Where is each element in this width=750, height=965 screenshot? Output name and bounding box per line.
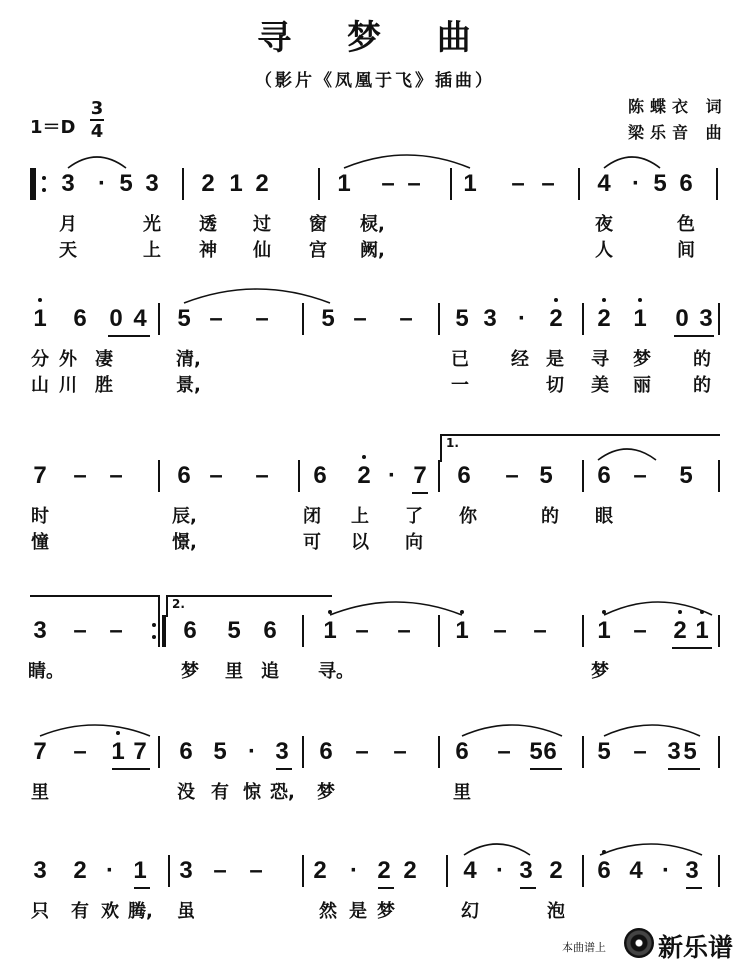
- note: –: [353, 305, 367, 332]
- note: 1: [463, 170, 477, 197]
- note: 3: [61, 170, 75, 197]
- lyric-verse1: 棂,: [360, 214, 385, 235]
- underline-beam: [668, 768, 700, 770]
- bar-line: [158, 460, 160, 492]
- note: 6: [679, 170, 693, 197]
- lyric-verse2: 胜: [95, 375, 113, 396]
- bar-line: [718, 855, 720, 887]
- note: 6: [319, 738, 333, 765]
- note: –: [633, 462, 647, 489]
- score-row-1: [0, 170, 750, 275]
- note: ·: [106, 857, 114, 884]
- lyric-verse2: 憧: [31, 532, 49, 553]
- bar-line: [158, 303, 160, 335]
- underline-beam: [672, 647, 712, 649]
- lyric-verse1: 过: [253, 214, 271, 235]
- lyric-verse2: 以: [351, 532, 369, 553]
- note: –: [399, 305, 413, 332]
- bar-line: [716, 168, 718, 200]
- note: 2: [673, 617, 687, 644]
- lyric-verse1: 清,: [176, 349, 201, 370]
- slur: [68, 146, 126, 176]
- slur: [40, 714, 150, 744]
- time-signature-bottom: 4: [90, 121, 104, 142]
- note: 0: [109, 305, 123, 332]
- octave-dot: [602, 298, 606, 302]
- key-signature: 1＝D: [30, 117, 76, 138]
- lyric-verse1: 闭: [303, 506, 321, 527]
- note: ·: [632, 170, 640, 197]
- composer-credit: 梁乐音 曲: [628, 123, 728, 142]
- repeat-dot: [42, 176, 46, 180]
- slur: [604, 593, 712, 623]
- bar-line: [582, 615, 584, 647]
- note: 5: [529, 738, 543, 765]
- bar-line: [158, 615, 160, 647]
- underline-beam: [674, 335, 714, 337]
- note: 6: [183, 617, 197, 644]
- repeat-end-bar: [162, 615, 166, 647]
- note: 6: [597, 462, 611, 489]
- underline-beam: [134, 887, 150, 889]
- note: –: [255, 305, 269, 332]
- note: ·: [98, 170, 106, 197]
- note: –: [73, 462, 87, 489]
- note: ·: [350, 857, 358, 884]
- bar-line: [302, 736, 304, 768]
- lyric-verse1: 梦: [377, 901, 395, 922]
- note: –: [407, 170, 421, 197]
- note: –: [633, 738, 647, 765]
- octave-dot: [362, 455, 366, 459]
- note: 7: [33, 738, 47, 765]
- lyric-verse1: 睛。: [28, 661, 64, 682]
- note: 6: [177, 462, 191, 489]
- lyric-verse1: 里: [31, 782, 49, 803]
- underline-beam: [530, 768, 562, 770]
- note: ·: [518, 305, 526, 332]
- footer-caption: 本曲谱上: [562, 941, 606, 954]
- note: 4: [463, 857, 477, 884]
- brand-logo-text: 新乐谱: [658, 933, 734, 962]
- lyric-verse1: 梦: [591, 661, 609, 682]
- note: –: [541, 170, 555, 197]
- lyric-verse1: 腾,: [128, 901, 153, 922]
- lyric-verse2: 山: [31, 375, 49, 396]
- score-row-3: [0, 436, 750, 567]
- note: 1: [633, 305, 647, 332]
- lyric-verse2: 向: [405, 532, 423, 553]
- note: 3: [483, 305, 497, 332]
- note: 6: [455, 738, 469, 765]
- note: 2: [357, 462, 371, 489]
- note: 1: [455, 617, 469, 644]
- octave-dot: [638, 298, 642, 302]
- note: –: [533, 617, 547, 644]
- bar-line: [582, 736, 584, 768]
- repeat-dot: [42, 188, 46, 192]
- lyric-verse1: 透: [199, 214, 217, 235]
- note: 1: [323, 617, 337, 644]
- bar-line: [582, 855, 584, 887]
- lyric-verse1: 是: [546, 349, 564, 370]
- lyric-verse1: 你: [459, 506, 477, 527]
- lyric-verse2: 阙,: [360, 240, 385, 261]
- lyric-verse1: 夜: [595, 214, 613, 235]
- note: –: [109, 462, 123, 489]
- lyric-verse2: 天: [59, 240, 77, 261]
- slur: [604, 714, 700, 744]
- slur: [600, 833, 702, 863]
- note: 0: [675, 305, 689, 332]
- note: 5: [321, 305, 335, 332]
- second-ending-bracket: [166, 595, 332, 617]
- lyric-verse1: 幻: [461, 901, 479, 922]
- lyric-verse2: 可: [303, 532, 321, 553]
- note: 4: [597, 170, 611, 197]
- note: 1: [597, 617, 611, 644]
- note: 3: [667, 738, 681, 765]
- note: 6: [543, 738, 557, 765]
- bar-line: [582, 460, 584, 492]
- slur: [330, 593, 462, 623]
- lyric-verse1: 月: [59, 214, 77, 235]
- note: 6: [263, 617, 277, 644]
- lyric-verse2: 宫: [309, 240, 327, 261]
- lyric-verse1: 追: [261, 661, 279, 682]
- lyric-verse1: 只: [31, 901, 49, 922]
- lyric-verse1: 是: [349, 901, 367, 922]
- lyric-verse1: 的: [693, 349, 711, 370]
- lyric-verse1: 惊: [243, 782, 261, 803]
- note: ·: [662, 857, 670, 884]
- note: –: [249, 857, 263, 884]
- time-signature-top: 3: [90, 98, 104, 119]
- underline-beam: [686, 887, 702, 889]
- bar-line: [318, 168, 320, 200]
- note: 2: [549, 305, 563, 332]
- lyric-verse1: 恐,: [270, 782, 295, 803]
- note: 3: [699, 305, 713, 332]
- lyric-verse1: 窗: [309, 214, 327, 235]
- lyric-verse1: 寻: [591, 349, 609, 370]
- slur: [462, 714, 562, 744]
- underline-beam: [112, 768, 150, 770]
- note: 3: [519, 857, 533, 884]
- lyric-verse1: 然: [319, 901, 337, 922]
- bar-line: [578, 168, 580, 200]
- lyric-verse1: 梦: [633, 349, 651, 370]
- note: 7: [413, 462, 427, 489]
- note: 2: [549, 857, 563, 884]
- bar-line: [438, 736, 440, 768]
- note: 3: [275, 738, 289, 765]
- note: 5: [679, 462, 693, 489]
- note: 6: [179, 738, 193, 765]
- lyric-verse1: 欢: [101, 901, 119, 922]
- note: 5: [597, 738, 611, 765]
- lyric-verse2: 的: [693, 375, 711, 396]
- lyric-verse1: 外: [59, 349, 77, 370]
- note: 4: [629, 857, 643, 884]
- note: –: [255, 462, 269, 489]
- repeat-start-bar: [32, 168, 36, 200]
- lyric-verse1: 分: [31, 349, 49, 370]
- underline-beam: [412, 492, 428, 494]
- slur: [344, 146, 470, 176]
- note: 3: [145, 170, 159, 197]
- note: –: [355, 617, 369, 644]
- note: 4: [133, 305, 147, 332]
- note: 6: [457, 462, 471, 489]
- underline-beam: [378, 887, 394, 889]
- note: –: [355, 738, 369, 765]
- score-row-4: [0, 597, 750, 722]
- lyric-verse1: 虽: [177, 901, 195, 922]
- lyric-verse1: 梦: [317, 782, 335, 803]
- lyric-verse2: 人: [595, 240, 613, 261]
- lyric-verse1: 里: [225, 661, 243, 682]
- note: 2: [313, 857, 327, 884]
- note: –: [73, 738, 87, 765]
- vinyl-record-icon: [624, 928, 654, 958]
- note: 2: [255, 170, 269, 197]
- note: 3: [33, 617, 47, 644]
- lyric-verse1: 经: [511, 349, 529, 370]
- score-row-5: [0, 738, 750, 843]
- note: –: [393, 738, 407, 765]
- note: 5: [177, 305, 191, 332]
- note: 5: [227, 617, 241, 644]
- lyric-verse1: 时: [31, 506, 49, 527]
- note: 1: [695, 617, 709, 644]
- repeat-dot: [152, 623, 156, 627]
- first-ending-bracket: [440, 434, 720, 462]
- lyric-verse2: 憬,: [172, 532, 197, 553]
- underline-beam: [108, 335, 150, 337]
- note: –: [213, 857, 227, 884]
- note: –: [109, 617, 123, 644]
- lyric-verse1: 有: [71, 901, 89, 922]
- lyric-verse1: 色: [677, 214, 695, 235]
- bar-line: [182, 168, 184, 200]
- note: 6: [73, 305, 87, 332]
- note: 6: [313, 462, 327, 489]
- lyric-verse1: 光: [143, 214, 161, 235]
- note: 2: [403, 857, 417, 884]
- octave-dot: [38, 298, 42, 302]
- lyric-verse1: 有: [211, 782, 229, 803]
- note: –: [73, 617, 87, 644]
- octave-dot: [554, 298, 558, 302]
- note: 2: [73, 857, 87, 884]
- lyric-verse1: 眼: [595, 506, 613, 527]
- note: ·: [248, 738, 256, 765]
- underline-beam: [276, 768, 292, 770]
- song-title: 寻 梦 曲: [257, 18, 493, 58]
- lyric-verse1: 凄: [95, 349, 113, 370]
- note: ·: [388, 462, 396, 489]
- note: 6: [597, 857, 611, 884]
- lyric-verse1: 已: [451, 349, 469, 370]
- lyric-verse1: 梦: [181, 661, 199, 682]
- note: –: [511, 170, 525, 197]
- note: –: [505, 462, 519, 489]
- note: 1: [111, 738, 125, 765]
- lyric-verse1: 里: [453, 782, 471, 803]
- lyric-verse1: 辰,: [172, 506, 197, 527]
- first-ending-label: 1.: [446, 436, 459, 450]
- slur: [604, 146, 660, 176]
- bar-line: [158, 736, 160, 768]
- song-subtitle: （影片《凤凰于飞》插曲）: [255, 71, 495, 91]
- note: –: [209, 462, 223, 489]
- note: 1: [33, 305, 47, 332]
- bar-line: [718, 736, 720, 768]
- note: –: [493, 617, 507, 644]
- note: 3: [179, 857, 193, 884]
- bar-line: [438, 460, 440, 492]
- repeat-dot: [152, 635, 156, 639]
- note: –: [397, 617, 411, 644]
- note: 5: [653, 170, 667, 197]
- note: –: [209, 305, 223, 332]
- lyric-verse2: 切: [546, 375, 564, 396]
- second-ending-label: 2.: [172, 597, 185, 611]
- lyricist-credit: 陈蝶衣 词: [628, 97, 728, 116]
- lyric-verse2: 间: [677, 240, 695, 261]
- slur: [464, 833, 530, 863]
- underline-beam: [520, 887, 536, 889]
- note: 2: [597, 305, 611, 332]
- bar-line: [302, 615, 304, 647]
- bar-line: [438, 303, 440, 335]
- lyric-verse1: 上: [351, 506, 369, 527]
- lyric-verse2: 一: [451, 375, 469, 396]
- lyric-verse1: 寻。: [318, 661, 354, 682]
- note: 5: [213, 738, 227, 765]
- bar-line: [718, 303, 720, 335]
- lyric-verse1: 的: [541, 506, 559, 527]
- note: 5: [539, 462, 553, 489]
- lyric-verse2: 上: [143, 240, 161, 261]
- note: 7: [133, 738, 147, 765]
- lyric-verse2: 川: [59, 375, 77, 396]
- note: 1: [229, 170, 243, 197]
- lyric-verse2: 神: [199, 240, 217, 261]
- lyric-verse2: 丽: [633, 375, 651, 396]
- lyric-verse2: 仙: [253, 240, 271, 261]
- note: –: [381, 170, 395, 197]
- bar-line: [298, 460, 300, 492]
- bar-line: [582, 303, 584, 335]
- note: 3: [685, 857, 699, 884]
- note: 2: [201, 170, 215, 197]
- note: –: [497, 738, 511, 765]
- lyric-verse1: 了: [405, 506, 423, 527]
- bar-line: [302, 855, 304, 887]
- bar-line: [718, 615, 720, 647]
- note: 5: [119, 170, 133, 197]
- slur: [184, 281, 330, 311]
- first-ending-continuation: [30, 595, 160, 617]
- note: 3: [33, 857, 47, 884]
- lyric-verse1: 泡: [547, 901, 565, 922]
- note: 5: [455, 305, 469, 332]
- bar-line: [168, 855, 170, 887]
- note: 2: [377, 857, 391, 884]
- note: 5: [683, 738, 697, 765]
- note: ·: [496, 857, 504, 884]
- note: 1: [133, 857, 147, 884]
- bar-line: [446, 855, 448, 887]
- lyric-verse2: 景,: [176, 375, 201, 396]
- lyric-verse1: 没: [177, 782, 195, 803]
- note: 7: [33, 462, 47, 489]
- bar-line: [718, 460, 720, 492]
- note: –: [633, 617, 647, 644]
- lyric-verse2: 美: [591, 375, 609, 396]
- note: 1: [337, 170, 351, 197]
- score-row-2: [0, 305, 750, 410]
